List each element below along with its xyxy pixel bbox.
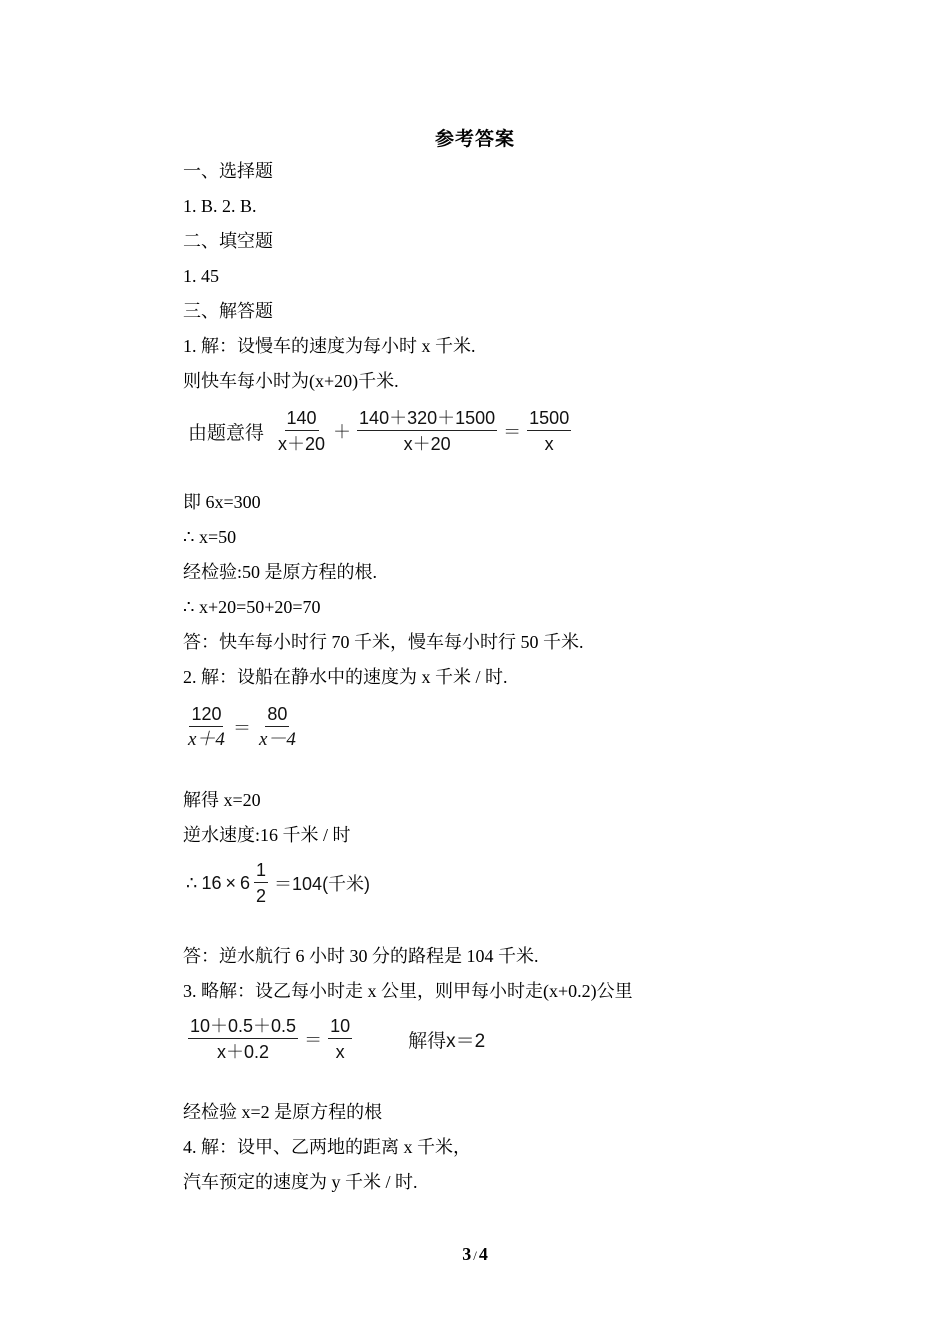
page-total: 4 xyxy=(478,1244,488,1264)
q1-solution: ∴ x=50 xyxy=(183,527,237,547)
choice-answers: 1. B. 2. B. xyxy=(183,196,257,216)
eq3-whole: 6 xyxy=(240,872,251,893)
eq3-times: × xyxy=(225,872,236,893)
eq3-frac-numerator: 1 xyxy=(254,860,268,883)
q1-check: 经检验:50 是原方程的根. xyxy=(183,562,378,582)
q4-setup: 4. 解：设甲、乙两地的距离 x 千米， xyxy=(183,1137,471,1157)
eq2-fraction-1 xyxy=(186,704,227,750)
eq1-f2-denominator: x＋20 xyxy=(403,434,451,454)
eq2-equals: ＝ xyxy=(232,718,251,738)
eq2-f2-numerator: 80 xyxy=(265,704,289,727)
eq1-fraction-2 xyxy=(357,408,497,454)
eq3-factor: 16 xyxy=(201,872,222,893)
eq1-prefix: 由题意得 xyxy=(188,422,265,444)
q2-setup: 2. 解：设船在静水中的速度为 x 千米 / 时. xyxy=(183,667,508,687)
page-number xyxy=(0,1244,950,1265)
page-title: 参考答案 xyxy=(434,129,515,150)
q2-answer: 答：逆水航行 6 小时 30 分的路程是 104 千米. xyxy=(183,946,539,966)
eq1-f2-numerator: 140＋320＋1500 xyxy=(357,408,497,431)
q3-setup: 3. 略解：设乙每小时走 x 公里，则甲每小时走(x+0.2)公里 xyxy=(183,981,633,1001)
eq4-fraction-1 xyxy=(188,1016,298,1062)
q1-answer: 答：快车每小时行 70 千米，慢车每小时行 50 千米. xyxy=(183,632,584,652)
eq3-therefore: ∴ xyxy=(186,872,198,893)
section-heading-solve: 三、解答题 xyxy=(183,301,273,321)
eq2-f1-numerator: 120 xyxy=(189,704,223,727)
eq2-f2-denominator: x－4 xyxy=(258,729,296,750)
q1-fast-calc: ∴ x+20=50+20=70 xyxy=(183,597,321,617)
q4-speed: 汽车预定的速度为 y 千米 / 时. xyxy=(183,1172,418,1192)
q2-distance-equation xyxy=(186,860,370,906)
eq2-f1-denominator: x＋4 xyxy=(188,729,225,750)
eq1-plus: ＋ xyxy=(333,422,352,442)
eq1-f1-numerator: 140 xyxy=(285,408,319,431)
page-separator: / xyxy=(473,1248,477,1263)
section-heading-fill: 二、填空题 xyxy=(183,231,273,251)
eq1-fraction-3 xyxy=(527,408,571,454)
eq1-f3-denominator: x xyxy=(544,434,554,454)
q3-check: 经检验 x=2 是原方程的根 xyxy=(183,1102,383,1122)
eq1-f1-denominator: x＋20 xyxy=(278,434,326,454)
q1-simplified: 即 6x=300 xyxy=(183,492,261,512)
q2-upstream-speed: 逆水速度:16 千米 / 时 xyxy=(183,825,351,845)
eq4-solve: 解得x＝2 xyxy=(408,1030,486,1052)
eq4-f1-denominator: x＋0.2 xyxy=(217,1042,270,1062)
q2-solution: 解得 x=20 xyxy=(183,790,261,810)
fill-answers: 1. 45 xyxy=(183,266,219,286)
eq4-f2-denominator: x xyxy=(335,1042,345,1062)
section-heading-choice: 一、选择题 xyxy=(183,161,273,181)
eq3-result: ＝104(千米) xyxy=(274,874,371,894)
eq4-equals: ＝ xyxy=(304,1030,323,1050)
eq1-equals: ＝ xyxy=(503,422,522,442)
page-current: 3 xyxy=(462,1244,472,1264)
eq4-fraction-2 xyxy=(328,1016,352,1062)
q1-fast-speed: 则快车每小时为(x+20)千米. xyxy=(183,371,399,391)
eq2-fraction-2 xyxy=(257,704,298,750)
eq4-f2-numerator: 10 xyxy=(328,1016,352,1039)
q2-equation xyxy=(184,704,300,750)
eq4-f1-numerator: 10＋0.5＋0.5 xyxy=(188,1016,298,1039)
q3-equation xyxy=(186,1016,485,1062)
eq1-f3-numerator: 1500 xyxy=(527,408,571,431)
q1-equation xyxy=(188,408,573,454)
eq1-fraction-1 xyxy=(276,408,327,454)
eq3-fraction xyxy=(254,860,268,906)
q1-setup: 1. 解：设慢车的速度为每小时 x 千米. xyxy=(183,336,476,356)
eq3-frac-denominator: 2 xyxy=(256,886,267,906)
